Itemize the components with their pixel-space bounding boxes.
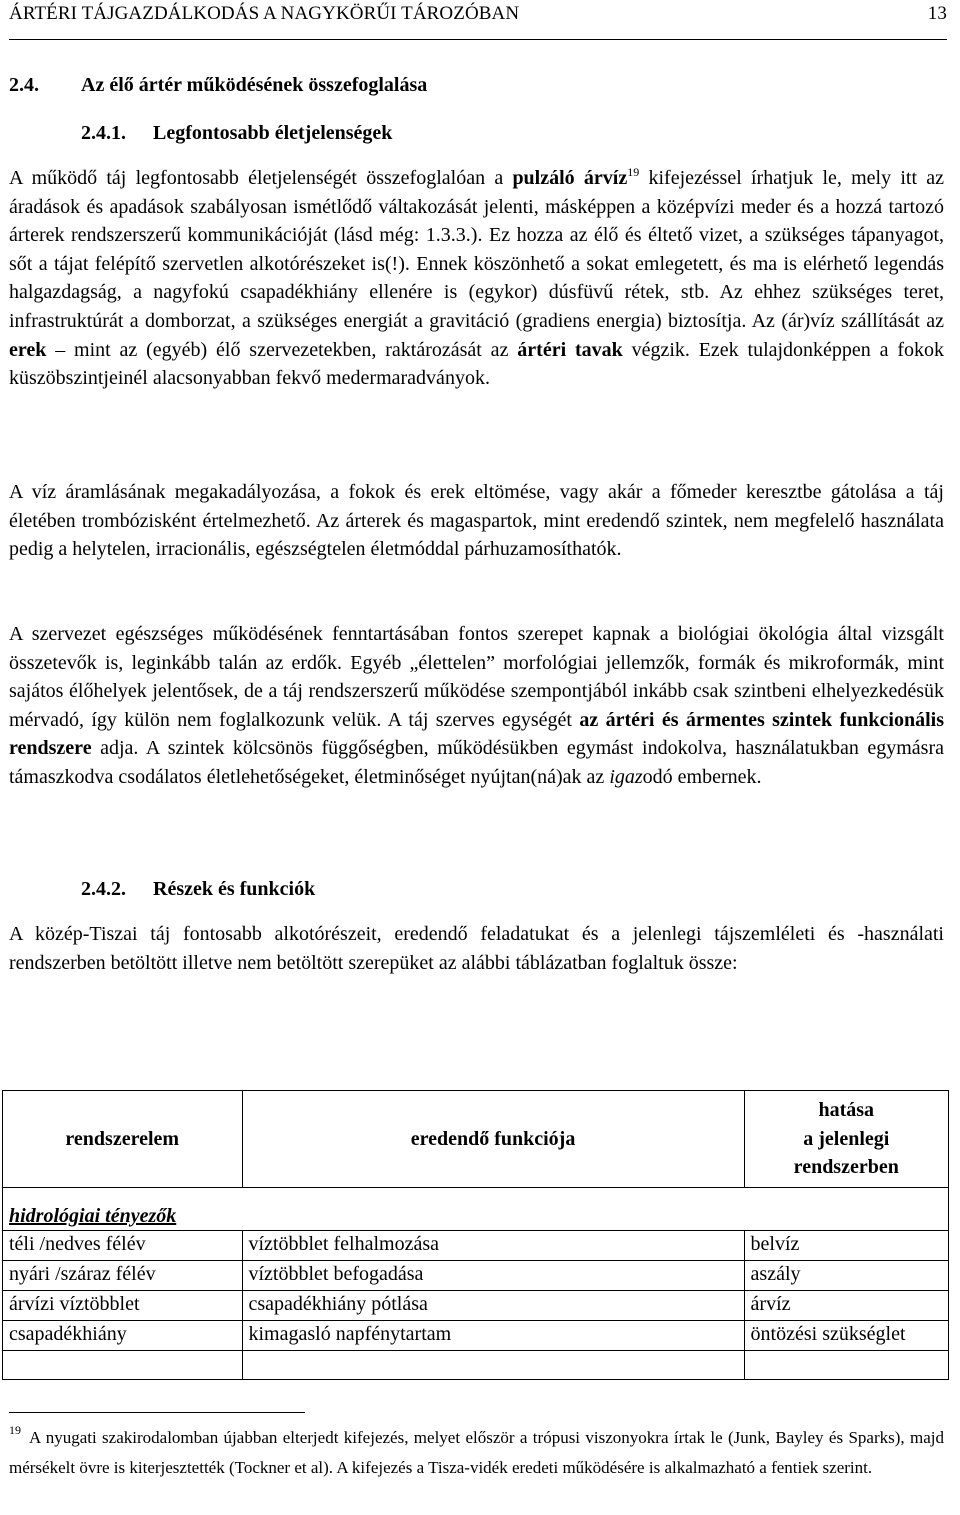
- text-run: odó embernek.: [642, 765, 762, 788]
- subsection-heading-1: [81, 122, 392, 145]
- term-arteri-tavak: ártéri tavak: [517, 338, 623, 361]
- table-cell: belvíz: [744, 1231, 948, 1261]
- term-functional-system: az ártéri és ármentes szintek funkcionális rendszere: [9, 708, 944, 760]
- subsection-title-1: Legfontosabb életjelenségek: [153, 122, 393, 144]
- text-run: kifejezéssel írhatjuk le, mely itt az áradások és apadások szabályosan ismétlődő váltakozását jelenti, másképpen a középvízi meder és a hozzá tartozó árterek rendszerszerű kommunikációját (lásd még: 1.3.3.). Ez hozza az élő és éltető vizet, a szükséges tápanyagot, sőt a tájat felépítő szervetlen alkotórészeket is(!). Ennek köszönhető a sokat emlegetett, és ma is elérhető legendás halgazdagság, a nagyfokú csapadékhiány ellenére is (egykor) dúsfüvű rétek, stb. Az ehhez szükséges teret, infrastruktúrát a domborzat, a szükséges energiát a gravitáció (gradiens energia) biztosítja. Az (ár)víz szállítását az: [9, 167, 945, 332]
- table-cell: [3, 1351, 243, 1380]
- subsection-number-1: 2.4.1.: [81, 122, 126, 144]
- paragraph-parts-functions: A közép-Tiszai táj fontosabb alkotórészeit, eredendő feladatukat és a jelenlegi tájszemléleti és -használati rendszerben betöltött illetve nem betöltött szerepüket az alábbi táblázatban foglaltuk össze:: [9, 923, 944, 974]
- footnote: [9, 1423, 944, 1482]
- text-run: adja. A szintek kölcsönös függőségben, működésükben egymást indokolva, használatukban egymásra támaszkodva csodálatos életlehetőségeket, életminőséget nyújtan(ná)ak az: [9, 737, 944, 788]
- header-line: hatása: [818, 1099, 875, 1122]
- table-header-row: [3, 1091, 949, 1188]
- term-erek: erek: [9, 338, 47, 361]
- text-run: A működő táj legfontosabb életjelenségét összefoglalóan a: [9, 167, 513, 189]
- table-row: [3, 1261, 949, 1291]
- section-title: Az élő ártér működésének összefoglalása: [81, 74, 428, 96]
- header-line: rendszerben: [793, 1156, 899, 1179]
- footnote-number: 19: [9, 1423, 21, 1437]
- paragraph-flow-obstruction: A víz áramlásának megakadályozása, a fokok és erek eltömése, vagy akár a főmeder keresztbe gátolása a táj életében trombózisként értelmezhető. Az árterek és magaspartok, mint eredendő szintek, nem megfelelő használata pedig a helytelen, irracionális, egészségtelen életmóddal párhuzamosíthatók.: [9, 481, 944, 561]
- column-header-effect: [744, 1091, 948, 1188]
- page-number: 13: [927, 3, 947, 24]
- table-cell: téli /nedves félév: [3, 1231, 243, 1261]
- functions-table: [2, 1090, 949, 1380]
- subsection-title-2: Részek és funkciók: [153, 878, 316, 900]
- table-row: [3, 1321, 949, 1351]
- table-cell: víztöbblet felhalmozása: [242, 1231, 744, 1261]
- table-cell: csapadékhiány pótlása: [242, 1291, 744, 1321]
- footnote-divider: [9, 1412, 305, 1413]
- subsection-number-2: 2.4.2.: [81, 878, 126, 900]
- footnote-reference: 19: [627, 165, 640, 179]
- category-cell: [3, 1188, 949, 1231]
- table-cell: kimagasló napfénytartam: [242, 1321, 744, 1351]
- running-header: [9, 3, 947, 29]
- table-cell: [242, 1351, 744, 1380]
- table-cell: árvízi víztöbblet: [3, 1291, 243, 1321]
- text-run: végzik. Ezek tulajdonképpen a fokok küszöbszintjeinél alacsonyabban fekvő medermaradványok.: [9, 338, 944, 390]
- emphasis-igaz: igaz: [609, 765, 643, 788]
- table-cell: víztöbblet befogadása: [242, 1261, 744, 1291]
- column-header-elem: rendszerelem: [3, 1091, 243, 1188]
- table-cell: árvíz: [744, 1291, 948, 1321]
- header-title: ÁRTÉRI TÁJGAZDÁLKODÁS A NAGYKÖRŰI TÁROZÓBAN: [9, 3, 520, 24]
- table-cell: csapadékhiány: [3, 1321, 243, 1351]
- footnote-text: A nyugati szakirodalomban újabban elterjedt kifejezés, melyet először a trópusi viszonyokra írtak le (Junk, Bayley és Sparks), majd mérsékelt övre is kiterjesztették (Tockner et al). A kifejezés a Tisza-vidék eredeti működésére is alkalmazható a fentiek szerint.: [9, 1428, 944, 1477]
- section-number: 2.4.: [9, 74, 39, 96]
- column-header-function: eredendő funkciója: [242, 1091, 744, 1188]
- text-run: A szervezet egészséges működésének fenntartásában fontos szerepet kapnak a biológiai ökológia által vizsgált összetevők is, leginkább talán az erdők. Egyéb „élettelen” morfológiai jellemzők, formák és mikroformák, mint sajátos élőhelyek jelentősek, de a táj rendszerszerű működése szempontjából inkább csak szintbeni elhelyezkedésük mérvadó, így külön nem foglalkozunk velük. A táj szerves egységét: [9, 623, 944, 731]
- header-divider: [9, 39, 947, 40]
- paragraph-organism-health: [9, 620, 944, 792]
- table-cell: aszály: [744, 1261, 948, 1291]
- table-row: [3, 1231, 949, 1261]
- subsection-heading-2: [81, 878, 315, 901]
- paragraph-life-phenomena: [9, 164, 944, 393]
- section-heading: [9, 74, 427, 97]
- table-row: [3, 1291, 949, 1321]
- header-line: a jelenlegi: [803, 1127, 890, 1150]
- table-cell: nyári /száraz félév: [3, 1261, 243, 1291]
- table-row-empty: [3, 1351, 949, 1380]
- table-cell: öntözési szükséglet: [744, 1321, 948, 1351]
- term-pulsing-flood: pulzáló árvíz: [512, 167, 628, 189]
- table-cell: [744, 1351, 948, 1380]
- table-category-row: [3, 1188, 949, 1231]
- category-label: hidrológiai tényezők: [9, 1205, 177, 1227]
- text-run: – mint az (egyéb) élő szervezetekben, raktározását az: [46, 338, 518, 361]
